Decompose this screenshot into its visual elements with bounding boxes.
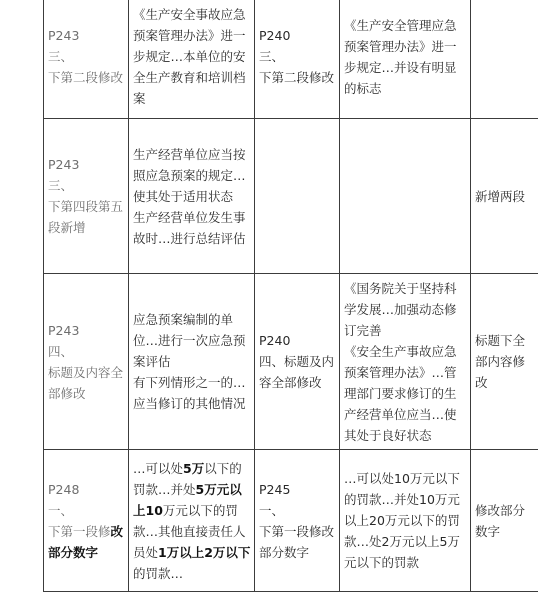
cell-old-location: P245 一、 下第一段修改部分数字 bbox=[255, 450, 340, 592]
cell-note bbox=[471, 0, 538, 119]
cell-old-location: P240 四、标题及内容全部修改 bbox=[255, 274, 340, 450]
cell-new-content: 《生产安全事故应急预案管理办法》进一步规定…本单位的安全生产教育和培训档案 bbox=[129, 0, 255, 119]
cell-note: 修改部分数字 bbox=[471, 450, 538, 592]
cell-old-content: …可以处10万元以下的罚款…并处10万元以上20万元以下的罚款…处2万元以上5万元以下的罚款 bbox=[340, 450, 471, 592]
cell-new-location: P243 四、 标题及内容全部修改 bbox=[44, 274, 129, 450]
cell-new-content: 生产经营单位应当按照应急预案的规定…使其处于适用状态 生产经营单位发生事故时…进行总结评估 bbox=[129, 119, 255, 274]
cell-new-location: P248 一、 下第一段修改部分数字 bbox=[44, 450, 129, 592]
revision-comparison-table bbox=[43, 0, 538, 592]
cell-old-location: P240 三、 下第二段修改 bbox=[255, 0, 340, 119]
cell-new-location: P243 三、 下第二段修改 bbox=[44, 0, 129, 119]
cell-old-location bbox=[255, 119, 340, 274]
cell-note: 标题下全部内容修改 bbox=[471, 274, 538, 450]
table-row bbox=[44, 119, 538, 274]
cell-old-content: 《生产安全管理应急预案管理办法》进一步规定…并设有明显的标志 bbox=[340, 0, 471, 119]
cell-new-location: P243 三、 下第四段第五段新增 bbox=[44, 119, 129, 274]
cell-new-content: 应急预案编制的单位…进行一次应急预案评估 有下列情形之一的…应当修订的其他情况 bbox=[129, 274, 255, 450]
cell-note: 新增两段 bbox=[471, 119, 538, 274]
cell-old-content: 《国务院关于坚持科学发展…加强动态修订完善 《安全生产事故应急预案管理办法》…管理部门要求修订的生产经营单位应当…使其处于良好状态 bbox=[340, 274, 471, 450]
cell-old-content bbox=[340, 119, 471, 274]
table-row bbox=[44, 0, 538, 119]
table-row bbox=[44, 450, 538, 592]
table-row bbox=[44, 274, 538, 450]
cell-new-content: …可以处5万以下的罚款…并处5万元以上10万元以下的罚款…其他直接责任人员处1万以上2万以下的罚款… bbox=[129, 450, 255, 592]
